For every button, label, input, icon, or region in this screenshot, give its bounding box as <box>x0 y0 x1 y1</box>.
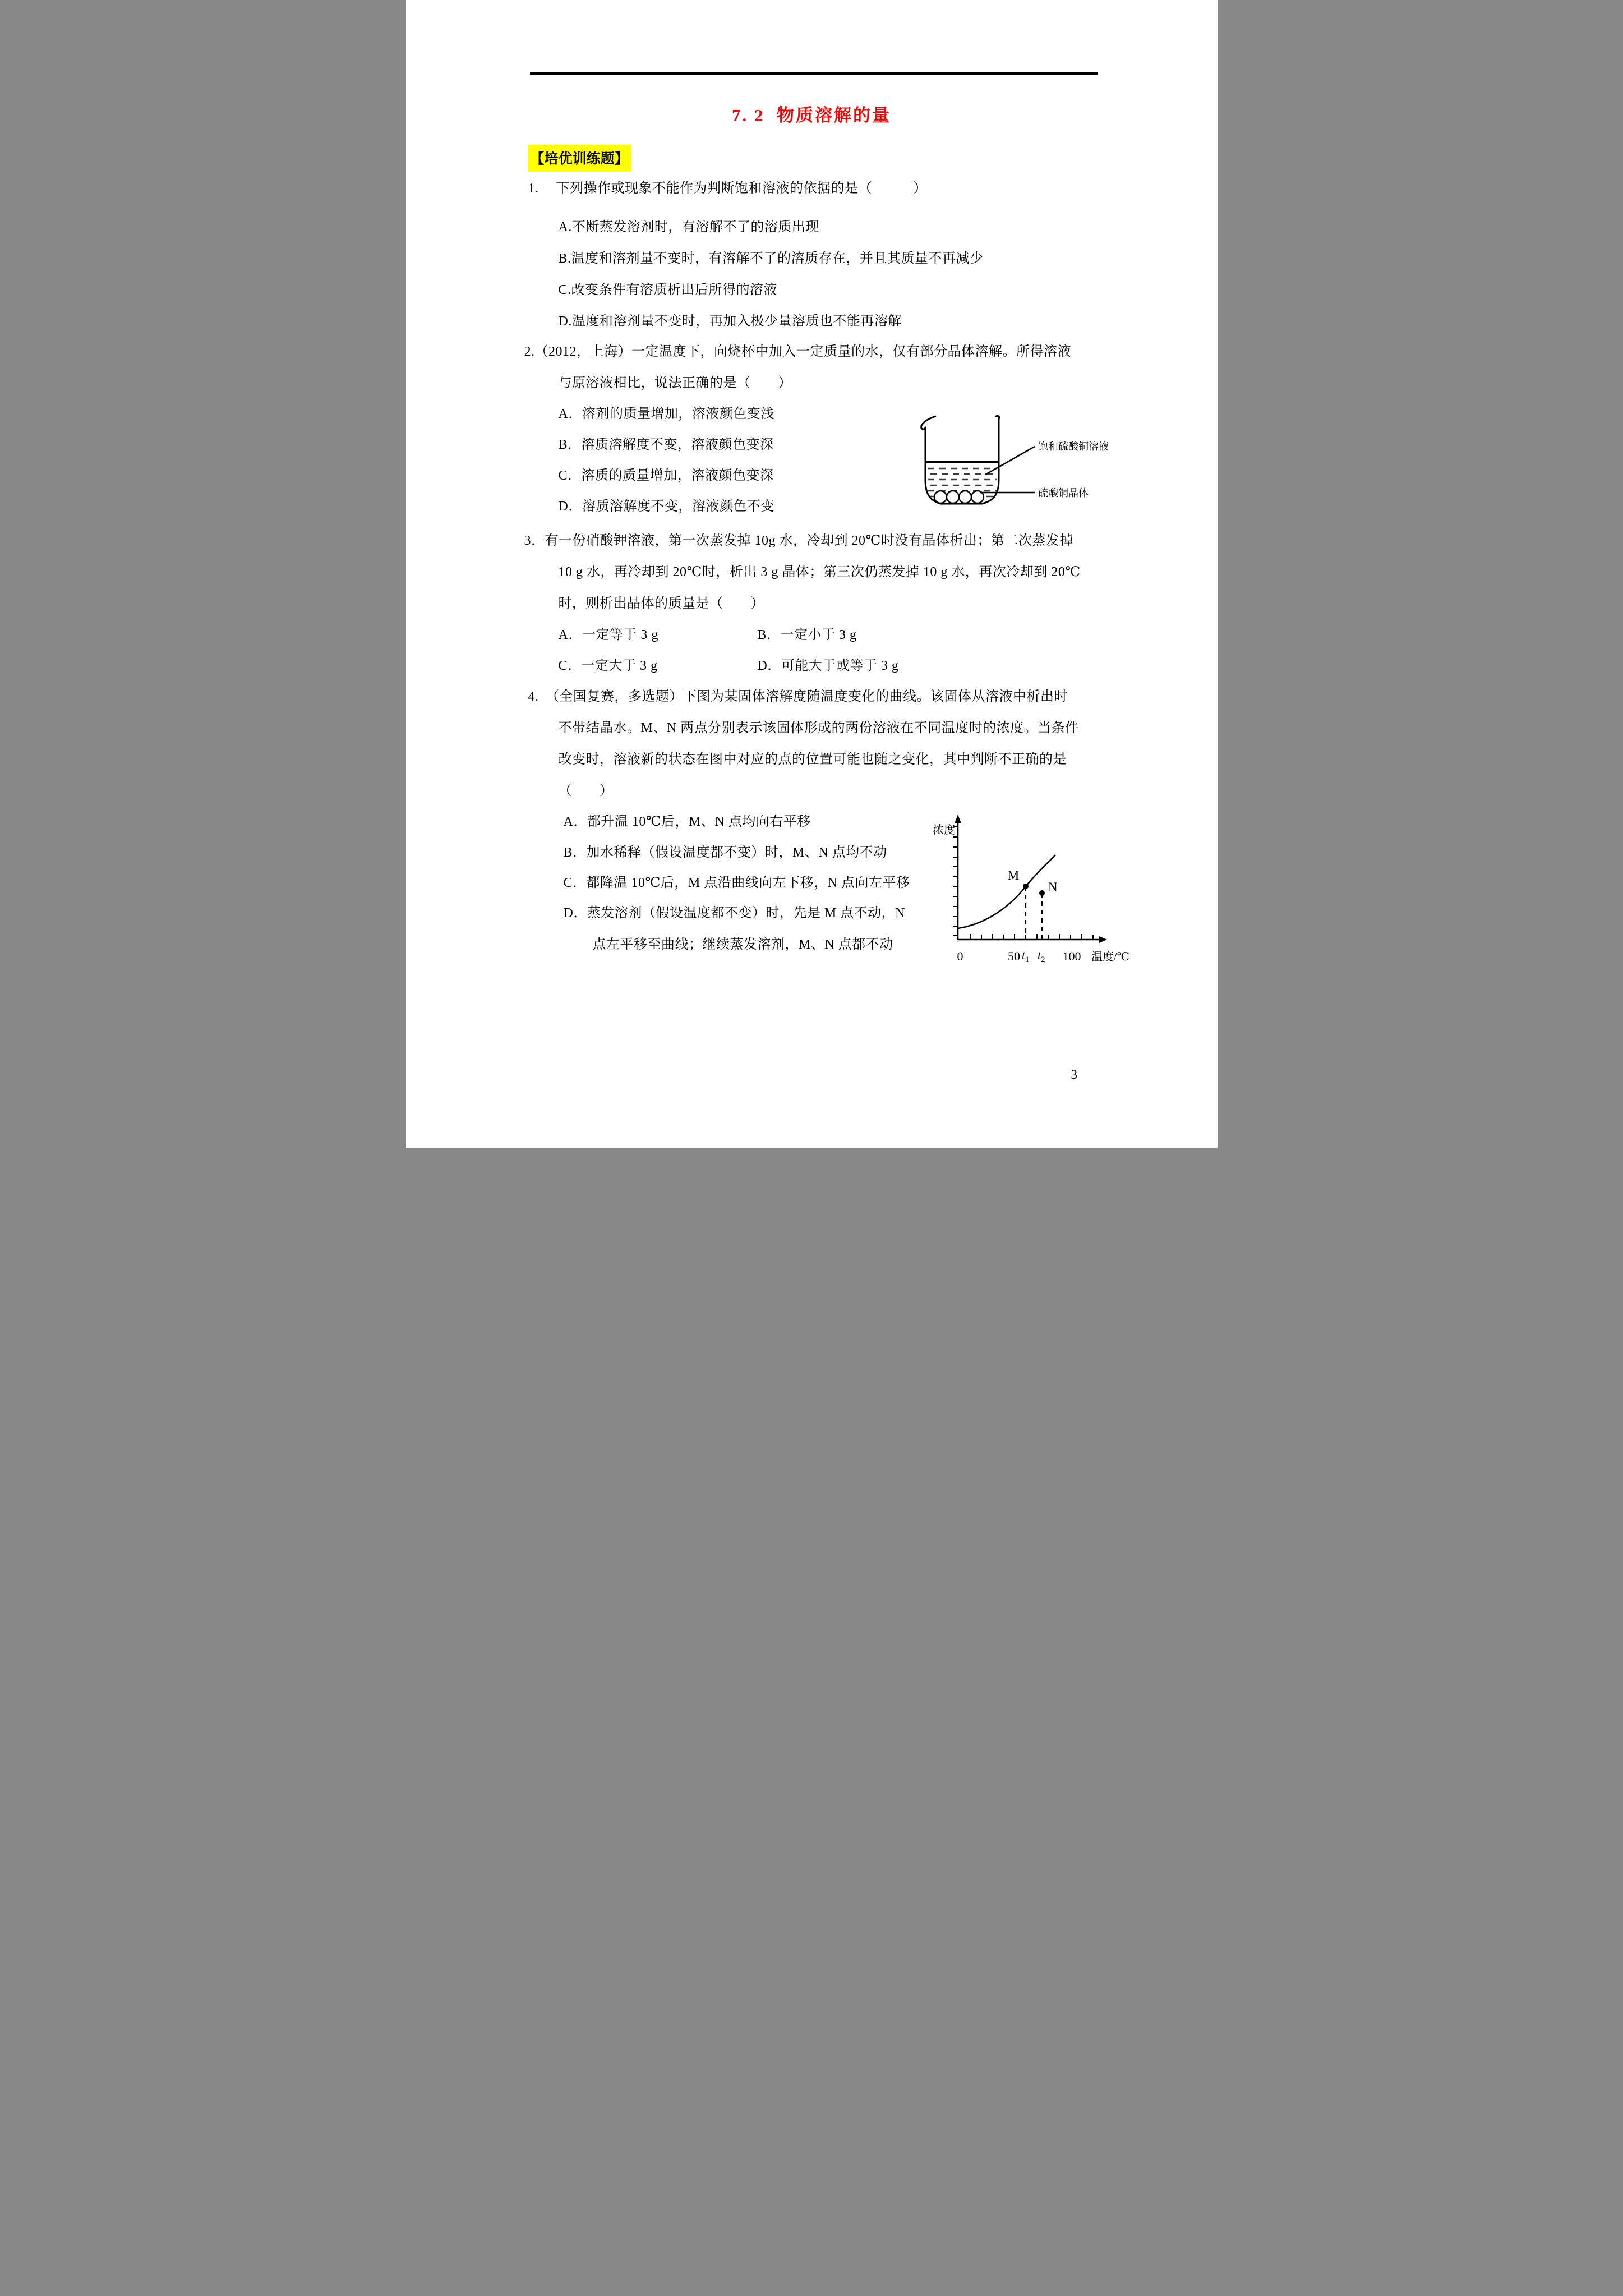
tick-label-t2 <box>1038 948 1045 964</box>
q3-stem-line1: 3．有一份硝酸钾溶液，第一次蒸发掉 10g 水，冷却到 20℃时没有晶体析出；第二次蒸发掉 <box>524 533 1073 548</box>
q3-option-d: D．可能大于或等于 3 g <box>757 659 899 673</box>
q4-stem-line2: 不带结晶水。M、N 两点分别表示该固体形成的两份溶液在不同温度时的浓度。当条件 <box>558 721 1079 735</box>
q3-stem-line3: 时，则析出晶体的质量是（ ） <box>558 596 764 611</box>
tick-label-50: 50 <box>1007 949 1020 963</box>
q1-stem: 1. 下列操作或现象不能作为判断饱和溶液的依据的是（ ） <box>528 181 927 196</box>
q2-option-d: D．溶质溶解度不变，溶液颜色不变 <box>558 499 774 514</box>
q4-stem-line4: （ ） <box>558 784 614 798</box>
point-n-label: N <box>1048 880 1058 894</box>
y-axis-arrow <box>955 815 961 823</box>
t2-subscript: 2 <box>1040 955 1045 964</box>
point-m-label: M <box>1007 868 1019 882</box>
t1-subscript: 1 <box>1025 955 1030 964</box>
q1-option-b: B.温度和溶剂量不变时，有溶解不了的溶质存在，并且其质量不再减少 <box>558 251 984 266</box>
crystal-circles <box>934 491 984 503</box>
t1-letter: t <box>1021 948 1025 962</box>
solution-pointer-line <box>985 447 1035 475</box>
x-axis-label: 温度/℃ <box>1091 951 1129 963</box>
q2-option-b: B．溶质溶解度不变，溶液颜色变深 <box>558 438 774 452</box>
q4-option-d-line2: 点左平移至曲线；继续蒸发溶剂，M、N 点都不动 <box>592 937 893 952</box>
point-n <box>1039 890 1045 896</box>
q3-option-b: B．一定小于 3 g <box>757 628 857 642</box>
q4-stem-line3: 改变时，溶液新的状态在图中对应的点的位置可能也随之变化，其中判断不正确的是 <box>558 752 1067 767</box>
y-axis-ticks <box>953 827 958 936</box>
q2-option-c: C．溶质的质量增加，溶液颜色变深 <box>558 468 774 483</box>
q3-stem-line2: 10 g 水，再冷却到 20℃时，析出 3 g 晶体；第三次仍蒸发掉 10 g 水，再次冷却到 20℃ <box>558 565 1081 579</box>
q4-option-c: C．都降温 10℃后，M 点沿曲线向左下移，N 点向左平移 <box>563 876 910 890</box>
y-axis-label: 浓度 <box>932 824 955 836</box>
q4-option-d-line1: D．蒸发溶剂（假设温度都不变）时，先是 M 点不动，N <box>563 906 906 921</box>
q1-option-a: A.不断蒸发溶剂时，有溶解不了的溶质出现 <box>558 220 819 234</box>
page-number: 3 <box>1071 1068 1077 1082</box>
worksheet-page <box>406 0 1218 1148</box>
q1-option-d: D.温度和溶剂量不变时，再加入极少量溶质也不能再溶解 <box>558 314 902 329</box>
q4-option-b: B．加水稀释（假设温度都不变）时，M、N 点均不动 <box>563 845 887 860</box>
page-title: 7. 2 物质溶解的量 <box>732 105 891 125</box>
x-axis-ticks <box>970 934 1093 940</box>
crystal-label: 硫酸铜晶体 <box>1038 487 1089 499</box>
x-axis-arrow <box>1099 936 1107 943</box>
q2-stem-line2: 与原溶液相比，说法正确的是（ ） <box>558 376 792 390</box>
q3-option-a: A．一定等于 3 g <box>558 628 658 642</box>
t2-letter: t <box>1037 948 1041 962</box>
q3-option-c: C．一定大于 3 g <box>558 659 658 673</box>
tick-label-t1 <box>1022 948 1030 964</box>
beaker-figure <box>914 414 1114 510</box>
top-rule <box>530 72 1098 75</box>
solubility-chart <box>923 807 1138 975</box>
q2-option-a: A．溶剂的质量增加，溶液颜色变浅 <box>558 407 774 421</box>
q2-stem-line1: 2.（2012，上海）一定温度下，向烧杯中加入一定质量的水，仅有部分晶体溶解。所得溶液 <box>524 344 1071 359</box>
point-m <box>1023 884 1029 889</box>
q1-option-c: C.改变条件有溶质析出后所得的溶液 <box>558 283 778 297</box>
tick-label-0: 0 <box>957 949 963 963</box>
solution-label: 饱和硫酸铜溶液 <box>1038 441 1109 452</box>
tick-label-100: 100 <box>1062 949 1081 963</box>
q4-stem-line1: 4. （全国复赛，多选题）下图为某固体溶解度随温度变化的曲线。该固体从溶液中析出时 <box>528 689 1068 704</box>
q4-option-a: A．都升温 10℃后，M、N 点均向右平移 <box>563 815 811 829</box>
section-badge: 【培优训练题】 <box>528 145 631 172</box>
